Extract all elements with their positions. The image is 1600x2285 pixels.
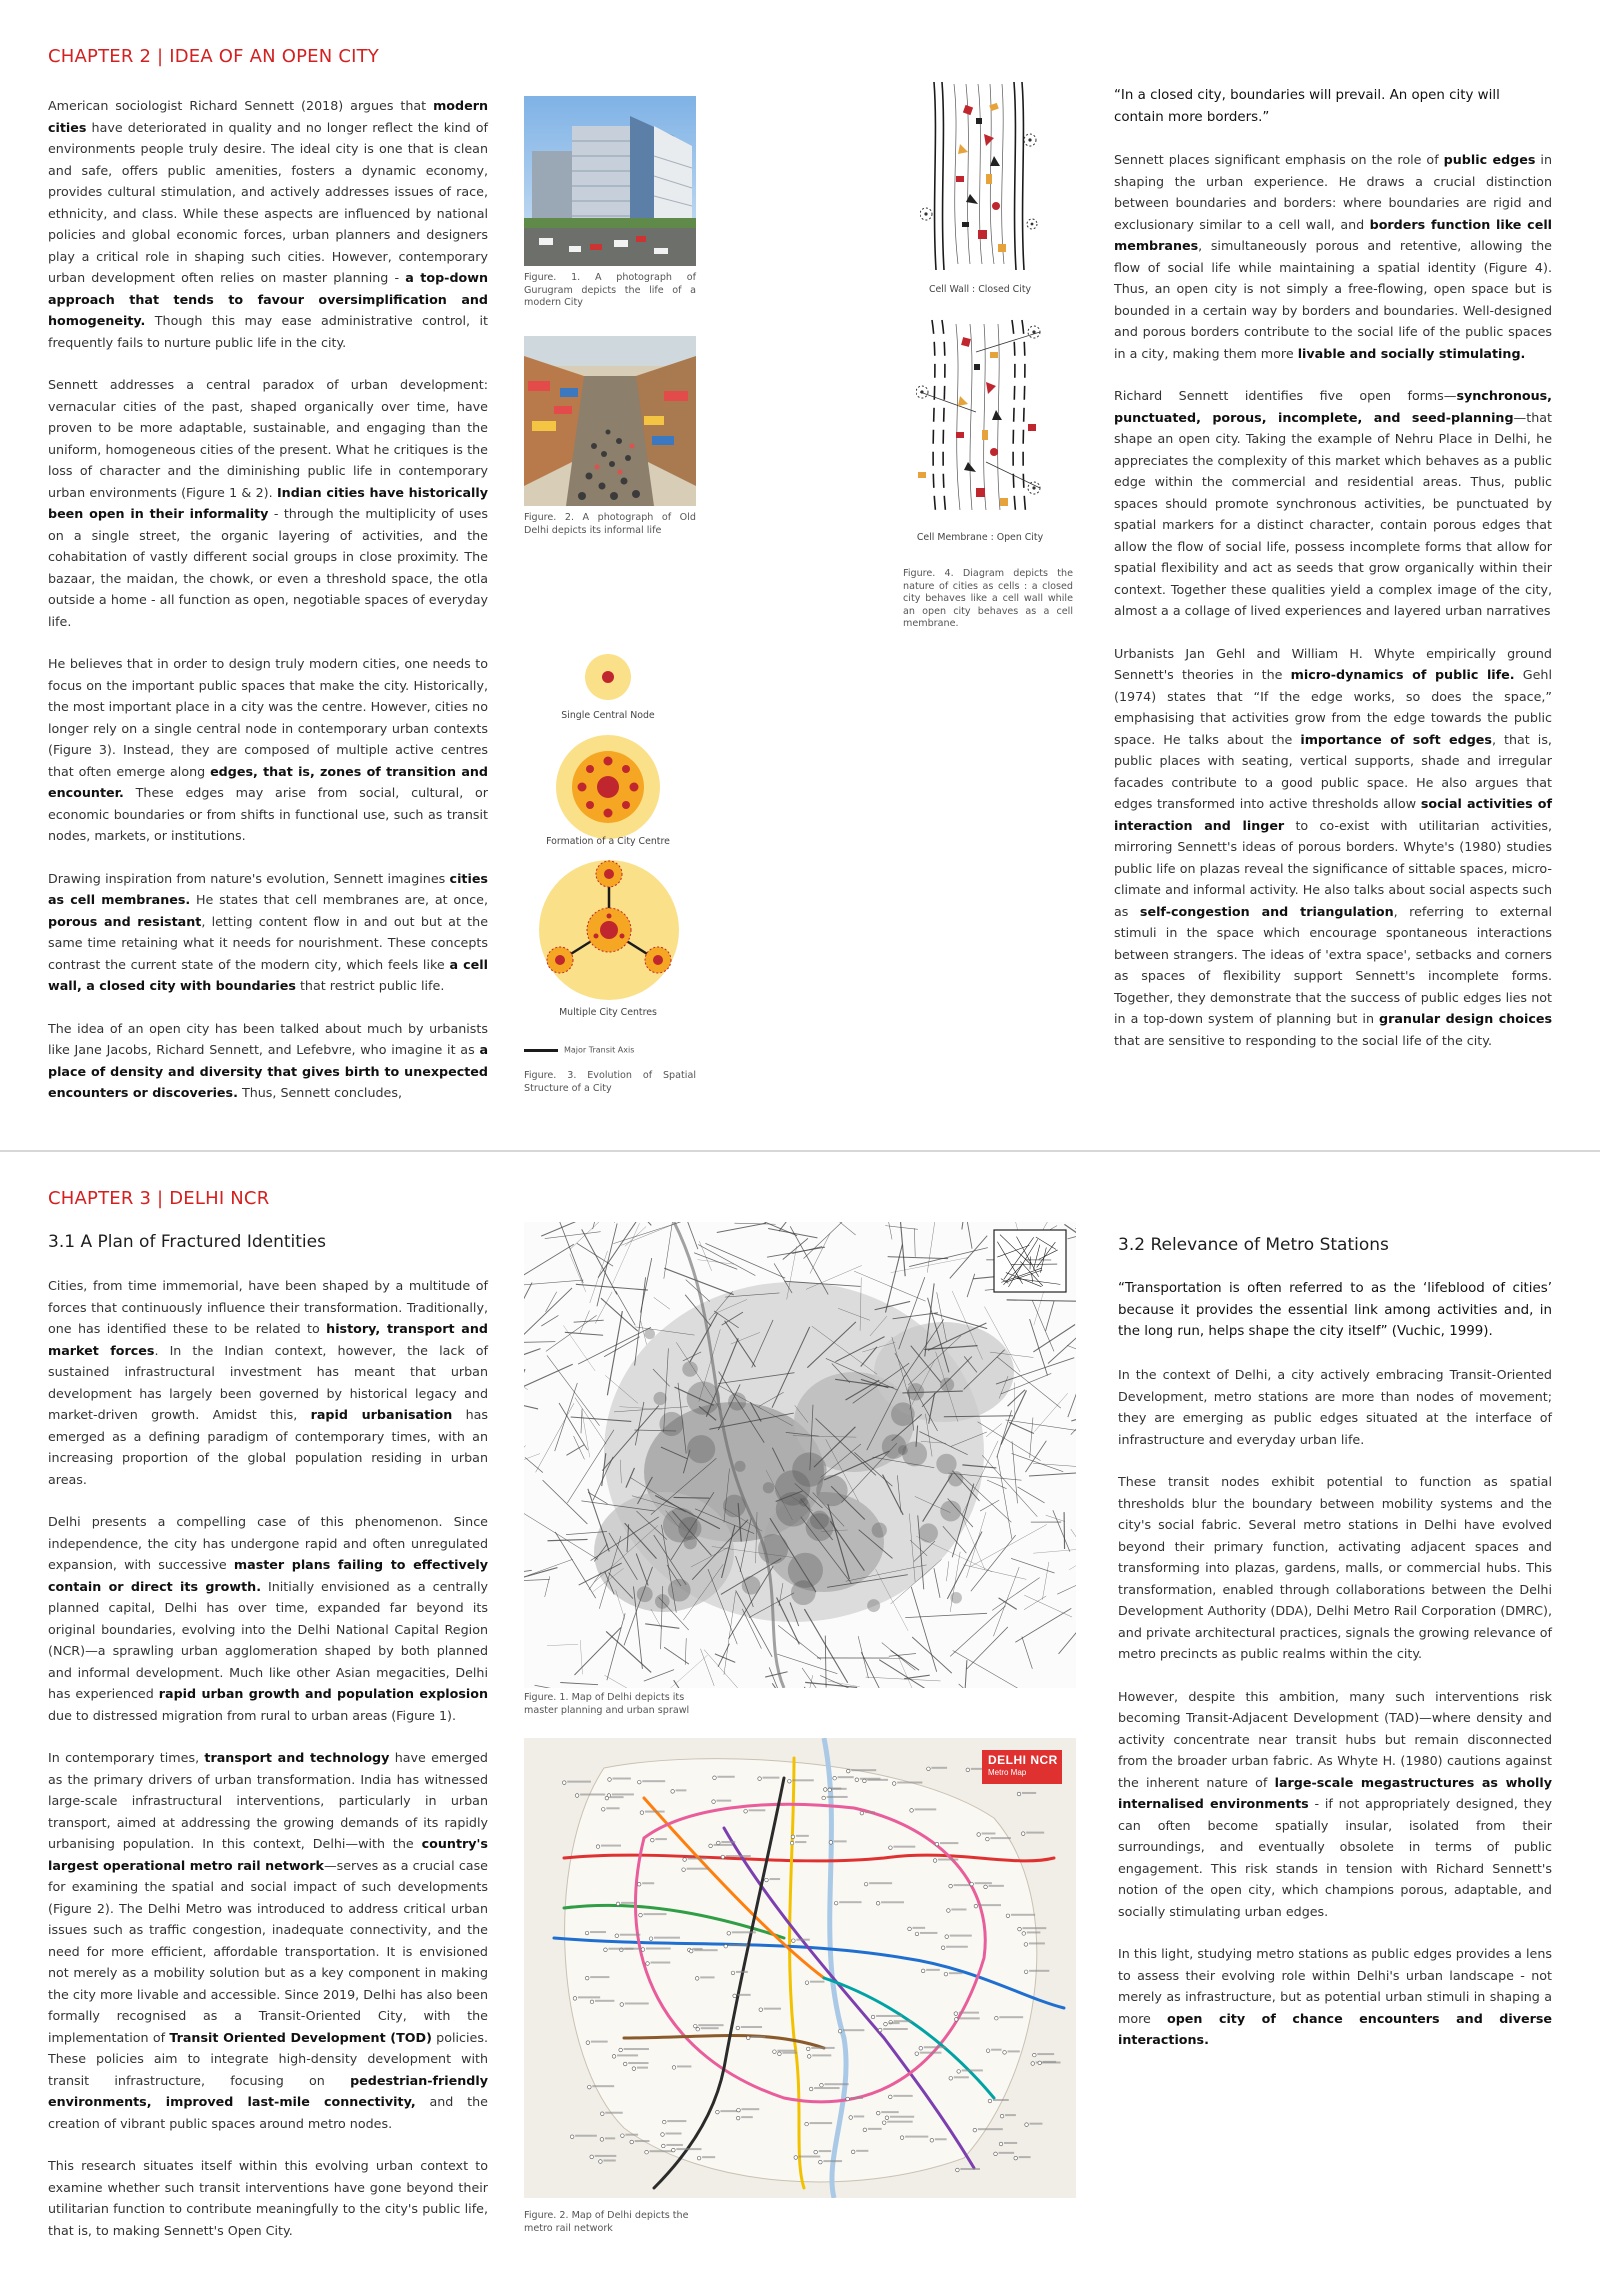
paragraph: Drawing inspiration from nature's evolution, Sennett imagines cities as cell membranes. He states that cell membranes are, at once, porous and resistant, letting content flow in and out but at the same time retaining what it needs for nourishment. These concepts contrast the current state of the modern city, which feels like a cell wall, a closed city with boundaries that restrict public life. [48,870,488,993]
figure-4-cell-membrane-diagram [916,312,1044,522]
map-2-caption: Figure. 2. Map of Delhi depicts the metro rail network [524,2210,689,2234]
paragraph: He believes that in order to design truly modern cities, one needs to focus on the important public spaces that make the city. Historically, the most important place in a city was the centre. However, cities no longer rely on a single central node in contemporary urban contexts (Figure 3). Instead, they are composed of multiple active centres that often emerge along edges, that is, zones of transition and encounter. These edges may arise from social, cultural, or economic boundaries or from shifts in functional use, such as transit nodes, markets, or institutions. [48,656,488,843]
cell-membrane-label: Cell Membrane : Open City [916,532,1044,543]
paragraph: Sennett addresses a central paradox of urban development: vernacular cities of the past, shaped organically over time, have proven to be more adaptable, sustainable, and engaging than the uniform, homogeneous cities of the present. What he critiques is the loss of character and the diminishing public life in contemporary urban environments (Figure 1 & 2). Indian cities have historically been open in their informality - through the multiplicity of uses on a single street, the organic layering of activities, and the cohabitation of vastly different social groups in close proximity. The bazaar, the maidan, the chowk, or even a threshold space, the otla outside a home - all function as open, negotiable spaces of everyday life. [48,377,489,629]
single-central-node-label: Single Central Node [561,710,655,721]
paragraph: In this light, studying metro stations as public edges provides a lens to assess their evolving role within Delhi's urban landscape - not merely as infrastructure, but as potential urban stimuli in shaping a more open city of chance encounters and diverse interactions. [1118,1946,1553,2047]
paragraph: These transit nodes exhibit potential to function as spatial thresholds blur the boundary between mobility systems and the city's social fabric. Several metro stations in Delhi have evolved beyond their primary function, activating adjacent spaces and transforming into plazas, gardens, malls, or commercial hubs. This transformation, enabled through collaborations between the Delhi Development Authority (DDA), Delhi Metro Rail Corporation (DMRC), and private architectural practices, signals the growing relevance of metro precincts as public realms within the city. [1118,1474,1552,1661]
metro-map-badge-subtitle: Metro Map [988,1768,1027,1777]
figure-3-single-node-diagram [578,652,638,702]
chapter-3-title: CHAPTER 3 | DELHI NCR [48,1188,270,1209]
chapter-2-right-column [1114,149,1552,1072]
paragraph: Delhi presents a compelling case of this phenomenon. Since independence, the city has undergone rapid and often unregulated expansion, with successive master plans failing to effectively contain or direct its growth. Initially envisioned as a centrally planned capital, Delhi has over time, expanded far beyond its original boundaries, evolving into the Delhi National Capital Region (NCR)—a sprawling urban agglomeration shaped by both planned and informal development. Much like other Asian megacities, Delhi has experienced rapid urban growth and population explosion due to distressed migration from rural to urban areas (Figure 1). [48,1514,488,1723]
page1-right-quote: “In a closed city, boundaries will prevail. An open city will contain more borders.” [1114,88,1500,125]
paragraph: American sociologist Richard Sennett (2018) argues that modern cities have deteriorated in quality and no longer reflect the kind of environments people truly desire. The ideal city is one that is clean and safe, offers public amenities, fosters a dynamic economy, provides cultural stimulation, and actively addresses issues of race, ethnicity, and class. While these aspects are influenced by national policies and global economic forces, urban planners and designers play a critical role in shaping such cities. However, contemporary urban development often relies on master planning - a top-down approach that tends to favour oversimplification and homogeneity. Though this may ease administrative control, it frequently fails to nurture public life in the city. [48,98,488,350]
figure-1-gurugram-photo [524,96,696,266]
metro-map-badge-title: DELHI NCR [988,1753,1058,1767]
map-1-caption: Figure. 1. Map of Delhi depicts its master planning and urban sprawl [524,1692,690,1716]
figure-3-city-centre-diagram [554,733,662,841]
figure-4-cell-wall-diagram [920,74,1040,274]
paragraph: Sennett places significant emphasis on the role of public edges in shaping the urban experience. He draws a crucial distinction between boundaries and borders: where boundaries are rigid and exclusionary similar to a cell wall, and borders function like cell membranes, simultaneously porous and retentive, allowing the flow of social life while maintaining a spatial identity (Figure 4). Thus, an open city is not simply a free-flowing, open space but is bounded in a certain way by borders and boundaries. Well-designed and porous borders contribute to the social life of the public spaces in a city, making them more livable and socially stimulating. [1114,152,1553,361]
chapter-3-left-column [48,1275,488,2262]
paragraph: Richard Sennett identifies five open forms—synchronous, punctuated, porous, incomplete, and seed-planning—that shape an open city. Taking the example of Nehru Place in Delhi, he appreciates the complexity of this market which behaves as a public edge within the commercial and residential areas. Thus, public spaces should promote synchronous activities, be punctuated by spatial markers for a distinct character, contain porous edges that allow the flow of social life, possess incomplete forms that allow for spatial flexibility and act as seeds that grow organically within their context. Together these qualities yield a complex image of the city, almost a a collage of lived experiences and layered urban narratives [1114,388,1552,618]
figure-1-caption: Figure. 1. A photograph of Gurugram depicts the life of a modern City [524,272,696,308]
chapter-3-right-column [1118,1364,1552,2072]
delhi-metro-network-map [524,1738,1076,2198]
paragraph: In contemporary times, transport and technology have emerged as the primary drivers of urban transformation. India has witnessed large-scale infrastructural interventions, particularly in urban transport, aimed at addressing the growing demands of its rapidly urbanising population. In this context, Delhi—with the country's largest operational metro rail network—serves as a crucial case for examining the spatial and social impact of such developments (Figure 2). The Delhi Metro was introduced to address critical urban issues such as traffic congestion, inadequate connectivity, and the need for more efficient, affordable transportation. It is envisioned not merely as a mobility solution but as a key component in making the city more livable and accessible. Since 2019, Delhi has also been formally recognised as a Transit-Oriented City, with the implementation of Transit Oriented Development (TOD) policies. These policies aim to integrate high-density development with transit infrastructure, focusing on pedestrian-friendly environments, improved last-mile connectivity, and the creation of vibrant public spaces around metro nodes. [48,1750,488,2131]
multiple-city-centres-label: Multiple City Centres [559,1007,657,1018]
chapter-2-title: CHAPTER 2 | IDEA OF AN OPEN CITY [48,46,379,67]
figure-2-caption: Figure. 2. A photograph of Old Delhi depicts its informal life [524,512,696,536]
paragraph: However, despite this ambition, many such interventions risk becoming Transit-Adjacent Development (TAD)—where density and activity concentrate near transit hubs but remain disconnected from the broader urban fabric. As Whyte H. (1980) cautions against the inherent nature of large-scale megastructures as wholly internalised environments - if not appropriately designed, they can often become spatially insular, isolated from their surroundings, and eventually obsolete in terms of public engagement. This risk stands in tension with Richard Sennett's notion of the open city, which champions porous, adaptable, and socially stimulating urban edges. [1118,1688,1553,1919]
section-3-2-title: 3.2 Relevance of Metro Stations [1118,1235,1389,1255]
delhi-master-plan-map [524,1222,1076,1688]
figure-3-multiple-centres-diagram [536,856,682,1000]
figure-2-old-delhi-photo [524,336,696,506]
section-3-1-title: 3.1 A Plan of Fractured Identities [48,1232,326,1252]
figure-3-caption: Figure. 3. Evolution of Spatial Structure of a City [524,1070,696,1094]
formation-city-centre-label: Formation of a City Centre [546,836,670,847]
page-divider [0,1150,1600,1152]
page2-right-quote: “Transportation is often referred to as the ‘lifeblood of cities’ because it provides the essential link among activities and, in the long run, helps shape the city itself” (Vuchic, 1999). [1118,1281,1552,1339]
metro-map-badge [982,1750,1062,1784]
figure-4-caption: Figure. 4. Diagram depicts the nature of cities as cells : a closed city behaves like a cell wall while an open city behaves as a cell membrane. [903,568,1073,629]
major-transit-axis-legend: Major Transit Axis [524,1040,664,1052]
paragraph: Cities, from time immemorial, have been shaped by a multitude of forces that continuously influence their transformation. Traditionally, one has identified these to be related to history, transport and market forces. In the Indian context, however, the lack of sustained infrastructural investment has meant that urban development has largely been governed by historical legacy and market-driven growth. Amidst this, rapid urbanisation has emerged as a defining paradigm of contemporary times, with an increasing proportion of the global population residing in urban areas. [48,1278,488,1487]
paragraph: The idea of an open city has been talked about much by urbanists like Jane Jacobs, Richard Sennett, and Lefebvre, who imagine it as a place of density and diversity that gives birth to unexpected encounters or discoveries. Thus, Sennett concludes, [48,1020,488,1100]
paragraph: In the context of Delhi, a city actively embracing Transit-Oriented Development, metro stations are more than nodes of movement; they are emerging as public edges situated at the interface of infrastructure and everyday urban life. [1118,1367,1552,1447]
paragraph: Urbanists Jan Gehl and William H. Whyte empirically ground Sennett's theories in the micro-dynamics of public life. Gehl (1974) states that “If the edge works, so does the space,” emphasising that activities grow from the edge towards the public space. He talks about the importance of soft edges, that is, public places with seating, vertical supports, shade and irregular facades contribute to a good public space. He also argues that edges transformed into active thresholds allow social activities of interaction and linger to co-exist with utilitarian activities, mirroring Sennett's ideas of porous borders. Whyte's (1980) studies public life on plazas reveal the significance of sittable spaces, micro-climate and informal activity. He also talks about social aspects such as self-congestion and triangulation, referring to external stimuli in the space which encourage spontaneous interactions between strangers. The ideas of 'extra space', setbacks and corners as spaces of flexibility support Sennett's incomplete forms. Together, they demonstrate that the success of public edges lies not in a top-down system of planning but in granular design choices that are sensitive to responding to the social life of the city. [1114,645,1553,1048]
cell-wall-label: Cell Wall : Closed City [928,284,1032,295]
paragraph: This research situates itself within this evolving urban context to examine whether such transit interventions have gone beyond their utilitarian function to contribute meaningfully to the city's public life, that is, to making Sennett's Open City. [48,2158,488,2238]
chapter-2-left-column [48,95,488,1125]
